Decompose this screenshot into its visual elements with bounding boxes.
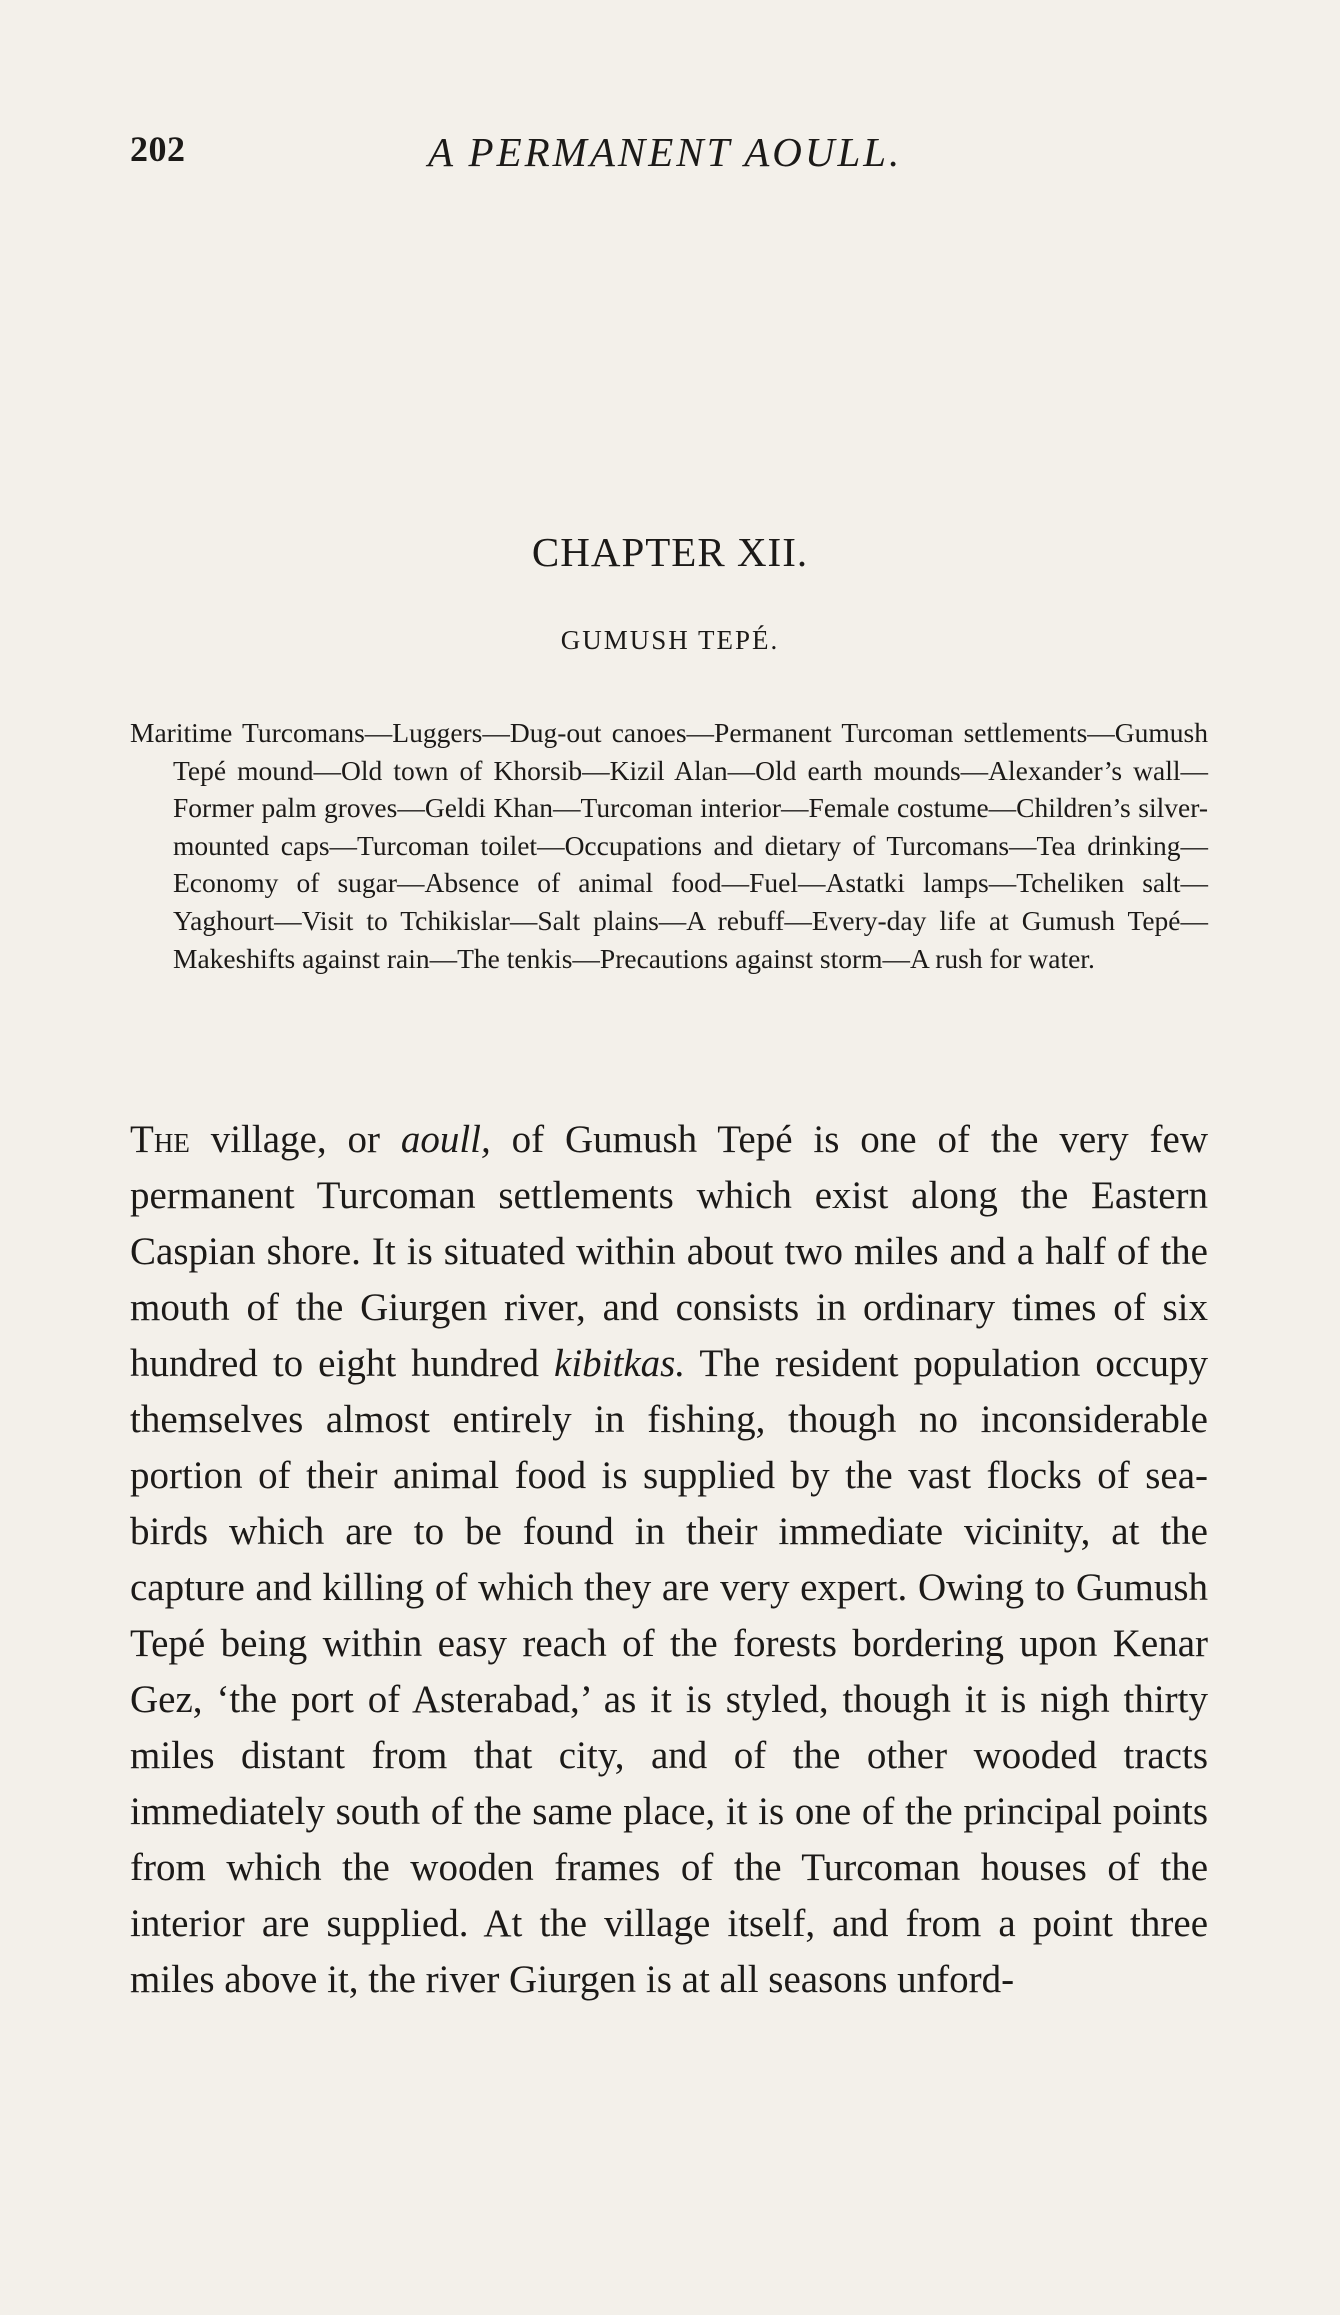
body-text	[130, 1112, 1208, 2008]
body-text-run: of Gumush Tepé is one of the very few permanent Turcoman settlements which exist along the Eastern Caspian shore. It is situated within about two miles and a half of the mouth of the Giurgen river, and consists in ordinary times of six hundred to eight hundred	[130, 1118, 1208, 1385]
page-number: 202	[130, 129, 186, 169]
synopsis-text: Maritime Turcomans—Luggers—Dug-out canoes—Permanent Turcoman settlements—Gumush Tepé mound—Old town of Khorsib—Kizil Alan—Old earth mounds—Alexander’s wall—Former palm groves—Geldi Khan—Turcoman interior—Female costume—Children’s silver-mounted caps—Turcoman toilet—Occupations and dietary of Turcomans—Tea drinking—Economy of sugar—Absence of animal food—Fuel—Astatki lamps—Tcheliken salt—Yaghourt—Visit to Tchikislar—Salt plains—A rebuff—Every-day life at Gumush Tepé—Makeshifts against rain—The tenkis—Precautions against storm—A rush for water.	[130, 717, 1208, 974]
body-paragraph	[130, 1112, 1208, 2008]
body-text-run: village, or	[189, 1118, 401, 1161]
italic-term: aoull,	[400, 1118, 491, 1161]
italic-term: kibitkas.	[554, 1342, 686, 1385]
chapter-subheading: GUMUSH TEPÉ.	[560, 625, 780, 655]
body-text-run: The resident population occupy themselves almost entirely in fishing, though no inconsiderable portion of their animal food is supplied by the vast flocks of sea-birds which are to be found in their immediate vicinity, at the capture and killing of which they are very expert. Owing to Gumush Tepé being within easy reach of the forests bordering upon Kenar Gez, ‘the port of Asterabad,’ as it is styled, though it is nigh thirty miles distant from that city, and of the other wooded tracts immediately south of the same place, it is one of the principal points from which the wooden frames of the Turcoman houses of the interior are supplied. At the village itself, and from a point three miles above it, the river Giurgen is at all seasons unford-	[130, 1342, 1208, 2001]
running-head	[130, 128, 1220, 178]
chapter-heading: CHAPTER XII.	[531, 529, 809, 575]
chapter-synopsis	[130, 714, 1208, 977]
running-title: A PERMANENT AOULL.	[428, 129, 903, 175]
drop-word: The	[130, 1118, 190, 1161]
